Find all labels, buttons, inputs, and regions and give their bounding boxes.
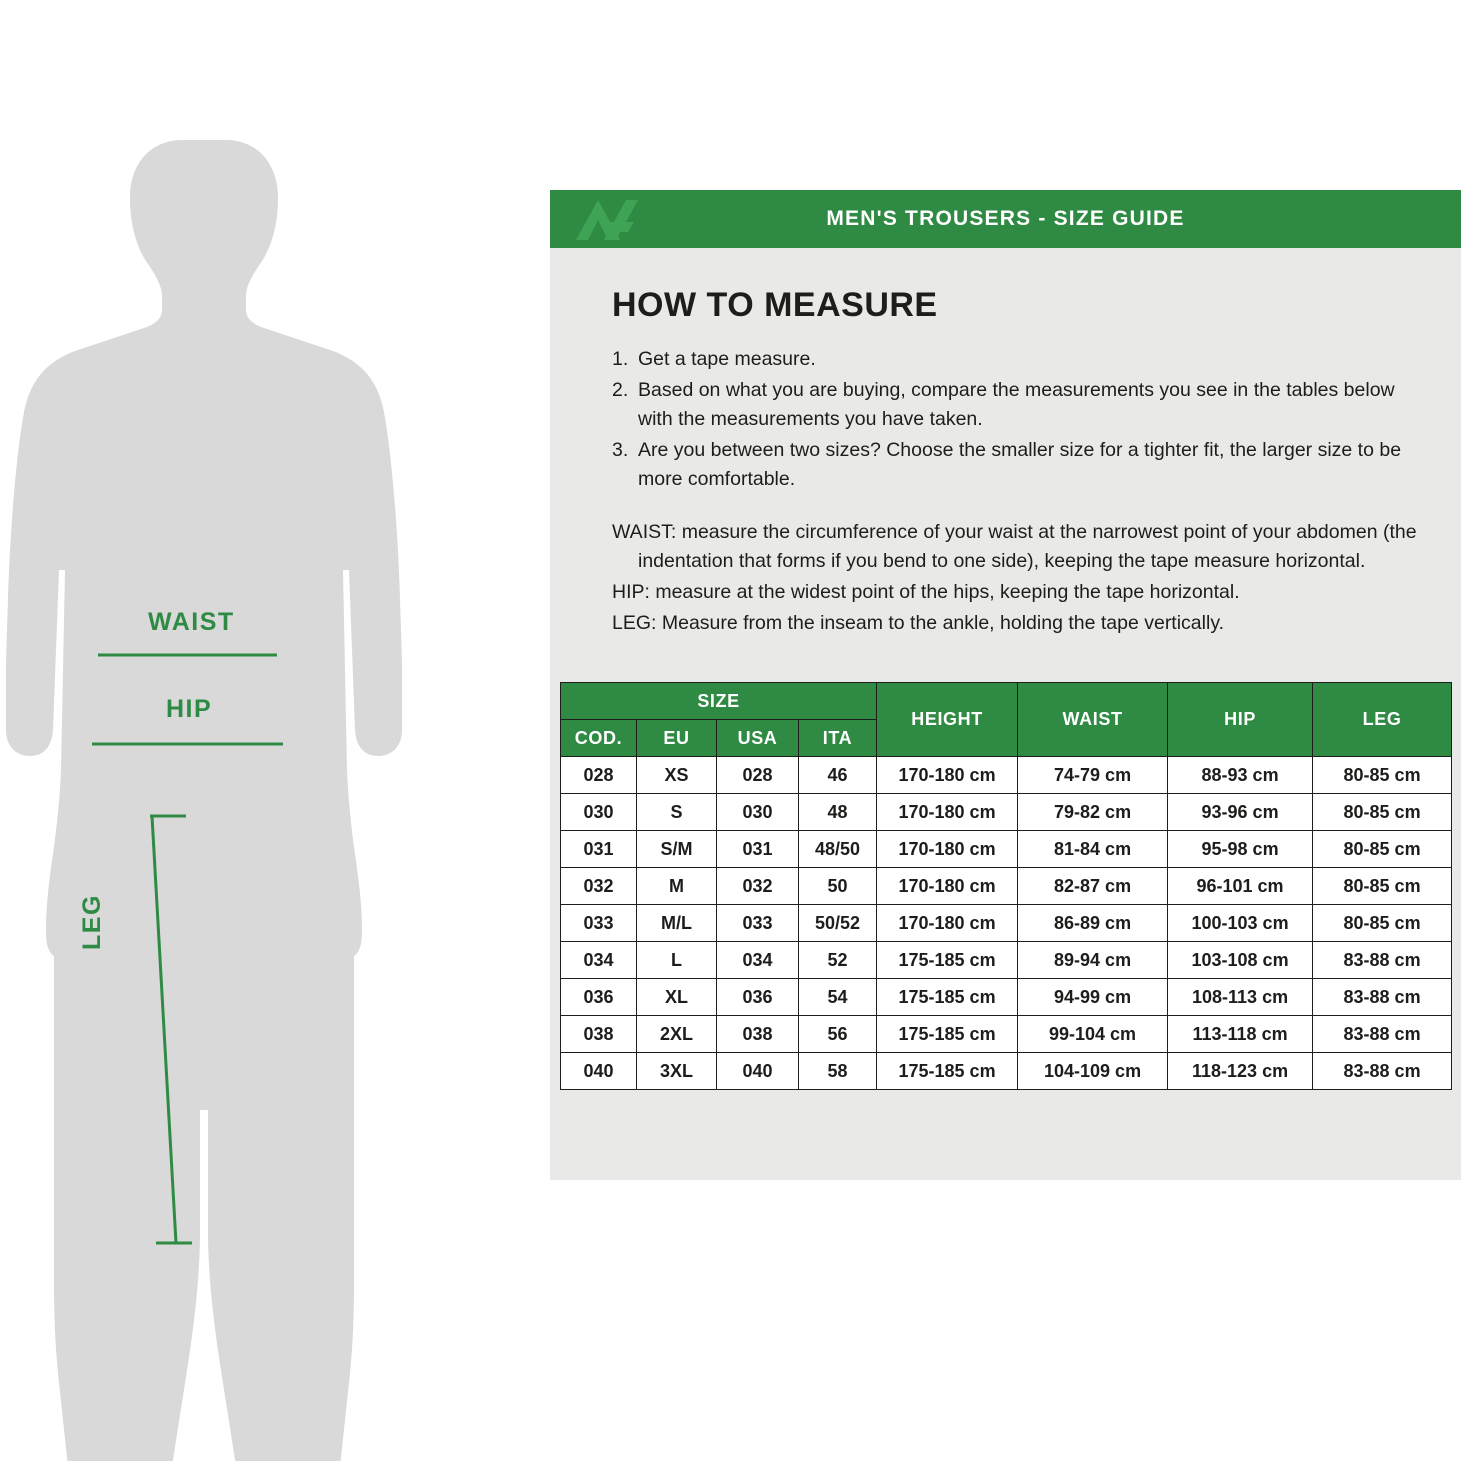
cell-usa: 031 — [717, 831, 799, 868]
cell-leg: 80-85 cm — [1313, 794, 1452, 831]
table-row — [561, 905, 1452, 942]
cell-usa: 034 — [717, 942, 799, 979]
step-number: 3. — [612, 439, 629, 461]
size-guide-card — [550, 190, 1461, 1180]
size-table-body — [561, 757, 1452, 1090]
card-header — [550, 190, 1461, 248]
cell-cod: 031 — [561, 831, 637, 868]
measure-step — [612, 345, 1421, 374]
cell-hip: 96-101 cm — [1168, 868, 1313, 905]
cell-usa: 033 — [717, 905, 799, 942]
cell-hip: 100-103 cm — [1168, 905, 1313, 942]
cell-usa: 032 — [717, 868, 799, 905]
cell-waist: 99-104 cm — [1018, 1016, 1168, 1053]
cell-height: 170-180 cm — [877, 794, 1018, 831]
cell-height: 175-185 cm — [877, 979, 1018, 1016]
cell-usa: 028 — [717, 757, 799, 794]
cell-usa: 038 — [717, 1016, 799, 1053]
body-figure-panel — [0, 0, 530, 1461]
group-header-size: SIZE — [561, 683, 877, 720]
column-header-ita: ITA — [799, 720, 877, 757]
cell-eu: XL — [637, 979, 717, 1016]
table-row — [561, 794, 1452, 831]
table-row — [561, 1053, 1452, 1090]
how-to-measure-title: HOW TO MEASURE — [612, 286, 938, 324]
definition-leg: LEG: Measure from the inseam to the ankle, holding the tape vertically. — [612, 612, 1225, 634]
size-table-group-row — [561, 683, 1452, 720]
cell-cod: 034 — [561, 942, 637, 979]
size-table-wrapper — [550, 682, 1461, 1180]
table-row — [561, 979, 1452, 1016]
cell-usa: 040 — [717, 1053, 799, 1090]
cell-waist: 86-89 cm — [1018, 905, 1168, 942]
step-text: Get a tape measure. — [638, 348, 816, 370]
cell-leg: 80-85 cm — [1313, 905, 1452, 942]
cell-waist: 74-79 cm — [1018, 757, 1168, 794]
cell-cod: 040 — [561, 1053, 637, 1090]
cell-eu: M — [637, 868, 717, 905]
cell-cod: 038 — [561, 1016, 637, 1053]
cell-cod: 032 — [561, 868, 637, 905]
step-text: Are you between two sizes? Choose the smaller size for a tighter fit, the larger size to be more comfortable. — [638, 439, 1402, 490]
table-row — [561, 942, 1452, 979]
column-header-height: HEIGHT — [877, 683, 1018, 757]
column-header-hip: HIP — [1168, 683, 1313, 757]
cell-usa: 030 — [717, 794, 799, 831]
card-title: MEN'S TROUSERS - SIZE GUIDE — [826, 207, 1185, 230]
table-row — [561, 1016, 1452, 1053]
cell-ita: 56 — [799, 1016, 877, 1053]
cell-waist: 89-94 cm — [1018, 942, 1168, 979]
step-text: Based on what you are buying, compare the measurements you see in the tables below with the measurements you have taken. — [638, 379, 1395, 430]
definition-waist: WAIST: measure the circumference of your waist at the narrowest point of your abdomen (the indentation that forms if you bend to one side), keeping the tape measure horizontal. — [612, 521, 1417, 572]
cell-usa: 036 — [717, 979, 799, 1016]
cell-leg: 83-88 cm — [1313, 942, 1452, 979]
cell-eu: M/L — [637, 905, 717, 942]
cell-waist: 94-99 cm — [1018, 979, 1168, 1016]
size-table — [560, 682, 1452, 1090]
cell-hip: 118-123 cm — [1168, 1053, 1313, 1090]
cell-leg: 83-88 cm — [1313, 1053, 1452, 1090]
cell-ita: 52 — [799, 942, 877, 979]
cell-leg: 80-85 cm — [1313, 831, 1452, 868]
column-header-leg: LEG — [1313, 683, 1452, 757]
column-header-usa: USA — [717, 720, 799, 757]
cell-height: 175-185 cm — [877, 1053, 1018, 1090]
cell-height: 170-180 cm — [877, 831, 1018, 868]
cell-height: 170-180 cm — [877, 757, 1018, 794]
measure-step — [612, 376, 1421, 434]
cell-ita: 50/52 — [799, 905, 877, 942]
cell-hip: 108-113 cm — [1168, 979, 1313, 1016]
cell-hip: 95-98 cm — [1168, 831, 1313, 868]
column-header-waist: WAIST — [1018, 683, 1168, 757]
cell-ita: 50 — [799, 868, 877, 905]
cell-eu: S — [637, 794, 717, 831]
table-row — [561, 868, 1452, 905]
cell-cod: 030 — [561, 794, 637, 831]
cell-hip: 93-96 cm — [1168, 794, 1313, 831]
body-silhouette-icon — [0, 0, 530, 1461]
figure-label-waist: WAIST — [148, 608, 235, 636]
measure-step — [612, 436, 1421, 494]
cell-cod: 028 — [561, 757, 637, 794]
cell-eu: S/M — [637, 831, 717, 868]
cell-waist: 82-87 cm — [1018, 868, 1168, 905]
cell-leg: 80-85 cm — [1313, 757, 1452, 794]
figure-label-leg: LEG — [78, 894, 106, 950]
cell-hip: 103-108 cm — [1168, 942, 1313, 979]
step-number: 1. — [612, 348, 629, 370]
cell-cod: 036 — [561, 979, 637, 1016]
cell-height: 175-185 cm — [877, 1016, 1018, 1053]
column-header-cod: COD. — [561, 720, 637, 757]
step-number: 2. — [612, 379, 629, 401]
spacer — [612, 496, 1421, 518]
cell-ita: 48 — [799, 794, 877, 831]
cell-waist: 79-82 cm — [1018, 794, 1168, 831]
size-table-head — [561, 683, 1452, 757]
cell-cod: 033 — [561, 905, 637, 942]
card-body — [550, 248, 1461, 638]
cell-waist: 104-109 cm — [1018, 1053, 1168, 1090]
cell-height: 170-180 cm — [877, 868, 1018, 905]
brand-logo-icon — [564, 194, 648, 246]
cell-hip: 113-118 cm — [1168, 1016, 1313, 1053]
cell-eu: 2XL — [637, 1016, 717, 1053]
column-header-eu: EU — [637, 720, 717, 757]
table-row — [561, 757, 1452, 794]
cell-ita: 46 — [799, 757, 877, 794]
table-row — [561, 831, 1452, 868]
cell-hip: 88-93 cm — [1168, 757, 1313, 794]
cell-eu: L — [637, 942, 717, 979]
cell-leg: 83-88 cm — [1313, 979, 1452, 1016]
cell-ita: 58 — [799, 1053, 877, 1090]
cell-leg: 83-88 cm — [1313, 1016, 1452, 1053]
cell-ita: 54 — [799, 979, 877, 1016]
cell-eu: XS — [637, 757, 717, 794]
definition-hip: HIP: measure at the widest point of the hips, keeping the tape horizontal. — [612, 581, 1240, 603]
cell-ita: 48/50 — [799, 831, 877, 868]
cell-leg: 80-85 cm — [1313, 868, 1452, 905]
figure-label-hip: HIP — [166, 695, 213, 723]
cell-height: 175-185 cm — [877, 942, 1018, 979]
cell-eu: 3XL — [637, 1053, 717, 1090]
cell-waist: 81-84 cm — [1018, 831, 1168, 868]
cell-height: 170-180 cm — [877, 905, 1018, 942]
